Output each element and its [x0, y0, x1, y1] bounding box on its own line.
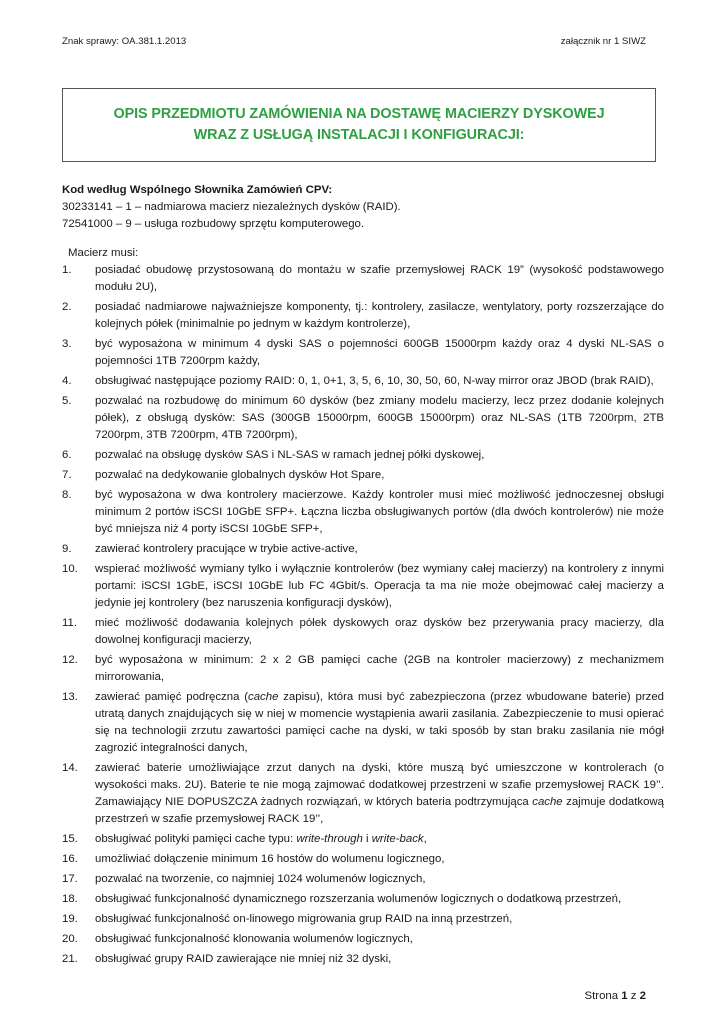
list-item: 16. umożliwiać dołączenie minimum 16 hostów do wolumenu logicznego,	[62, 853, 445, 865]
list-item: 5. pozwalać na rozbudowę do minimum 60 dysków (bez zmiany modelu macierzy, lecz przez dodanie kolejnych półek), z obsługą dysków: SAS (300GB 15000rpm, 600GB 15000rpm) oraz NL-SAS (1TB 7200rpm, 2TB 7200rpm, 3TB 7200rpm, 4TB 7200rpm),	[62, 395, 664, 441]
title-box	[62, 88, 656, 162]
list-item: 14. zawierać baterie umożliwiające zrzut danych na dyski, które muszą być umieszczone w kontrolerach (o wysokości maks. 2U). Baterie te nie mogą zajmować dodatkowej przestrzeni w szafie przemysłowej RACK 19’’. Zamawiający NIE DOPUSZCZA żadnych rozwiązań, w których bateria podtrzymująca cache zajmuje dodatkową przestrzeń w szafie przemysłowej RACK 19’’,	[62, 762, 664, 825]
title-line-1: OPIS PRZEDMIOTU ZAMÓWIENIA NA DOSTAWĘ MACIERZY DYSKOWEJ	[113, 106, 605, 122]
list-item: 10. wspierać możliwość wymiany tylko i wyłącznie kontrolerów (bez wymiany całej macierzy) na kontrolery z innymi portami: iSCSI 1GbE, iSCSI 10GbE lub FC 4Gbit/s. Operacja ta ma nie może obejmować całej macierzy a jedynie jej kontrolery (bez naruszenia konfiguracji dysków),	[62, 563, 664, 609]
list-intro: Macierz musi:	[68, 247, 139, 259]
list-item: 11. mieć możliwość dodawania kolejnych półek dyskowych oraz dysków bez przerywania pracy macierzy, dla dowolnej konfiguracji macierzy,	[62, 617, 664, 646]
list-item: 4. obsługiwać następujące poziomy RAID: 0, 1, 0+1, 3, 5, 6, 10, 30, 50, 60, N-way mirror oraz JBOD (brak RAID),	[62, 375, 654, 387]
cpv-line-2: 72541000 – 9 – usługa rozbudowy sprzętu komputerowego.	[62, 218, 365, 230]
list-item: 18. obsługiwać funkcjonalność dynamicznego rozszerzania wolumenów logicznych o dodatkową przestrzeń,	[62, 893, 622, 905]
list-item: 19. obsługiwać funkcjonalność on-linowego migrowania grup RAID na inną przestrzeń,	[62, 913, 513, 925]
page-number: 1	[621, 990, 628, 1002]
list-item: 1. posiadać obudowę przystosowaną do montażu w szafie przemysłowej RACK 19” (wysokość podstawowego modułu 2U),	[62, 264, 664, 293]
requirements-list	[62, 262, 664, 971]
list-item: 20. obsługiwać funkcjonalność klonowania wolumenów logicznych,	[62, 933, 413, 945]
list-item: 7. pozwalać na dedykowanie globalnych dysków Hot Spare,	[62, 469, 385, 481]
list-item: 17. pozwalać na tworzenie, co najmniej 1024 wolumenów logicznych,	[62, 873, 426, 885]
list-item: 12. być wyposażona w minimum: 2 x 2 GB pamięci cache (2GB na kontroler macierzowy) z mechanizmem mirrorowania,	[62, 654, 664, 683]
list-item: 3. być wyposażona w minimum 4 dyski SAS o pojemności 600GB 15000rpm każdy oraz 4 dyski NL-SAS o pojemności 1TB 7200rpm każdy,	[62, 338, 664, 367]
page-label: Strona	[584, 990, 619, 1002]
list-item: 21. obsługiwać grupy RAID zawierające nie mniej niż 32 dyski,	[62, 953, 392, 965]
page-separator: z	[630, 990, 637, 1002]
title-line-2: WRAZ Z USŁUGĄ INSTALACJI I KONFIGURACJI:	[193, 127, 525, 143]
list-item: 8. być wyposażona w dwa kontrolery macierzowe. Każdy kontroler musi mieć możliwość jednoczesnej obsługi minimum 2 portów iSCSI 10GbE SFP+. Łączna liczba obsługiwanych portów (dla dwóch kontrolerów) nie może być mniejsza niż 4 porty iSCSI 10GbE SFP+,	[62, 489, 664, 535]
list-item: 2. posiadać nadmiarowe najważniejsze komponenty, tj.: kontrolery, zasilacze, wentylatory, porty rozszerzające do kolejnych półek (minimalnie po jednym w każdym kontrolerze),	[62, 301, 664, 330]
case-number: Znak sprawy: OA.381.1.2013	[62, 36, 187, 47]
list-item: 6. pozwalać na obsługę dysków SAS i NL-SAS w ramach jednej półki dyskowej,	[62, 449, 485, 461]
page-total: 2	[639, 990, 646, 1002]
cpv-heading: Kod według Wspólnego Słownika Zamówień CPV:	[62, 184, 333, 196]
list-item: 15. obsługiwać polityki pamięci cache typu: write-through i write-back,	[62, 833, 427, 845]
page-footer	[585, 990, 646, 1002]
attachment-label: załącznik nr 1 SIWZ	[560, 36, 646, 47]
list-item: 9. zawierać kontrolery pracujące w trybie active-active,	[62, 543, 358, 555]
list-item: 13. zawierać pamięć podręczna (cache zapisu), która musi być zabezpieczona (przez wbudowane baterie) przed utratą danych znajdujących się w niej w momencie wystąpienia awarii zasilania. Zabezpieczenie to musi opierać się na technologii zrzutu zawartości pamięci cache na dyski, w taki sposób by stan braku zasilania nie mógł zagrozić integralności danych,	[62, 691, 665, 754]
cpv-line-1: 30233141 – 1 – nadmiarowa macierz niezależnych dysków (RAID).	[62, 201, 401, 213]
cpv-section	[62, 182, 662, 233]
